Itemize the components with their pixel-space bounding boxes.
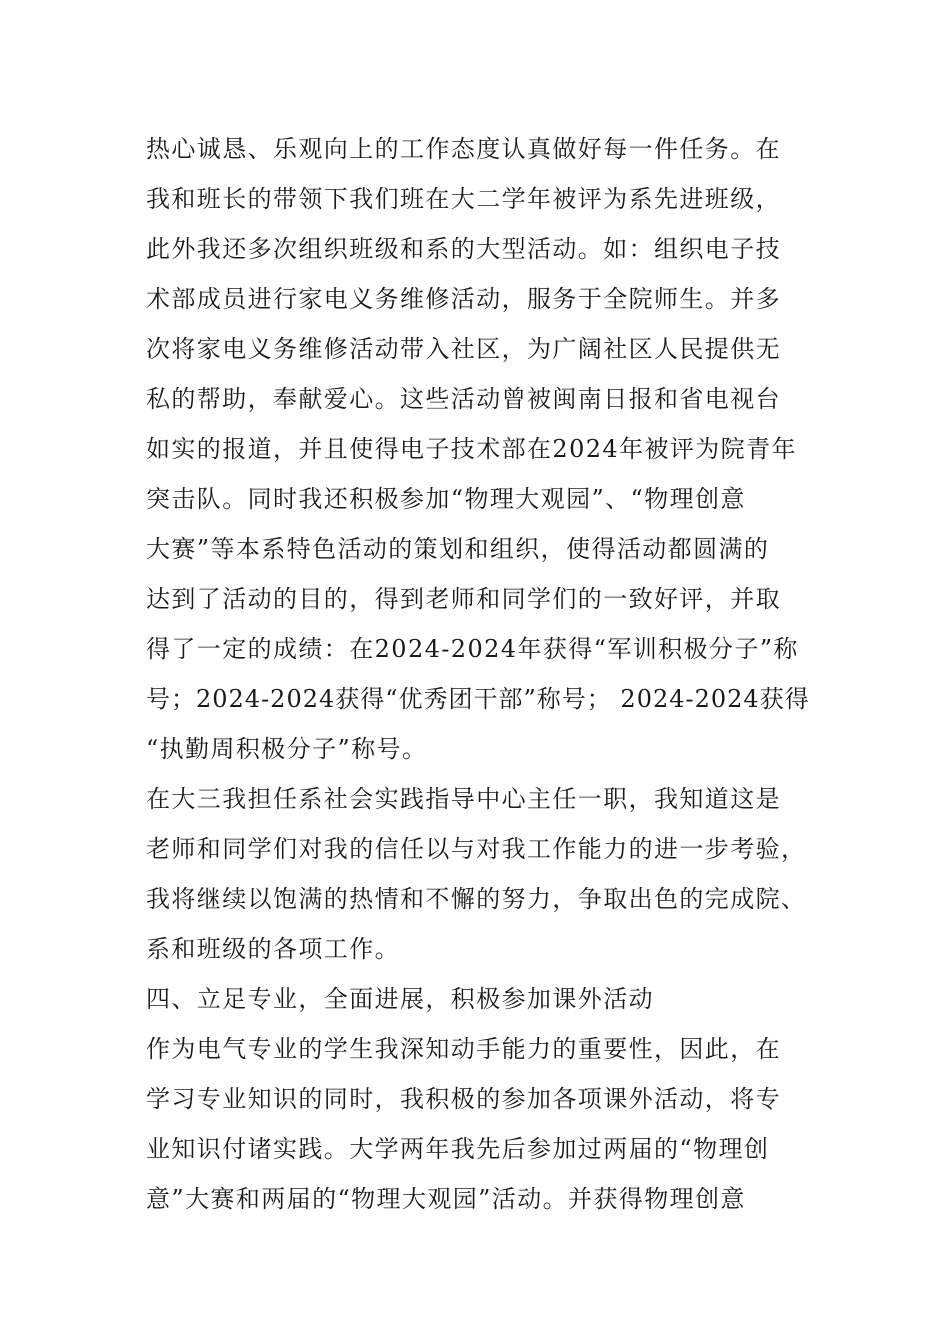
text-line: 突击队。同时我还积极参加“物理大观园”、“物理创意 (146, 485, 746, 513)
text-line: 此外我还多次组织班级和系的大型活动。如：组织电子技 (146, 235, 781, 263)
text-line: 达到了活动的目的，得到老师和同学们的一致好评，并取 (146, 585, 781, 613)
section-heading: 四、立足专业，全面进展，积极参加课外活动 (146, 985, 654, 1013)
text-line: 学习专业知识的同时，我积极的参加各项课外活动，将专 (146, 1085, 781, 1113)
text-line: 私的帮助，奉献爱心。这些活动曾被闽南日报和省电视台 (146, 385, 781, 413)
text-line: “执勤周积极分子”称号。 (146, 735, 428, 763)
text-line: 在大三我担任系社会实践指导中心主任一职，我知道这是 (146, 785, 781, 813)
text-line: 术部成员进行家电义务维修活动，服务于全院师生。并多 (146, 285, 781, 313)
text-line: 老师和同学们对我的信任以与对我工作能力的进一步考验， (146, 835, 807, 863)
text-line: 热心诚恳、乐观向上的工作态度认真做好每一件任务。在 (146, 135, 781, 163)
text-line: 系和班级的各项工作。 (146, 935, 400, 963)
text-line: 意”大赛和两届的“物理大观园”活动。并获得物理创意 (146, 1185, 746, 1213)
text-line: 号；2024-2024获得“优秀团干部”称号； 2024-2024获得 (146, 685, 810, 713)
text-line: 业知识付诸实践。大学两年我先后参加过两届的“物理创 (146, 1135, 770, 1163)
text-line: 作为电气专业的学生我深知动手能力的重要性，因此，在 (146, 1035, 781, 1063)
text-line: 我将继续以饱满的热情和不懈的努力，争取出色的完成院、 (146, 885, 807, 913)
text-line: 次将家电义务维修活动带入社区，为广阔社区人民提供无 (146, 335, 781, 363)
text-line: 我和班长的带领下我们班在大二学年被评为系先进班级， (146, 185, 781, 213)
text-line: 大赛”等本系特色活动的策划和组织，使得活动都圆满的 (146, 535, 770, 563)
text-line: 如实的报道，并且使得电子技术部在2024年被评为院青年 (146, 435, 797, 463)
text-line: 得了一定的成绩：在2024-2024年获得“军训积极分子”称 (146, 635, 799, 663)
